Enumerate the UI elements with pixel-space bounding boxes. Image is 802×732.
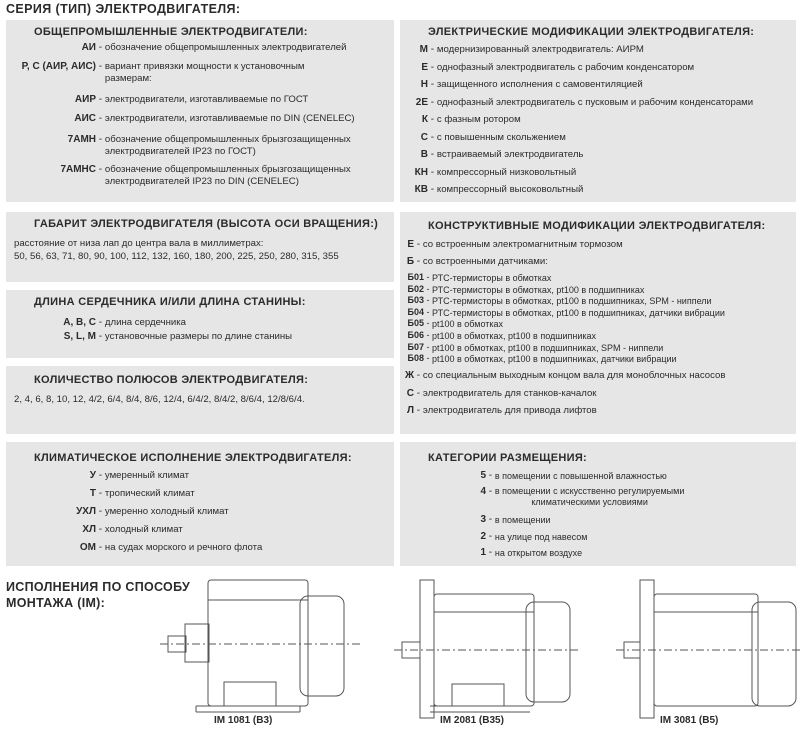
electrical-code: С (420, 131, 428, 143)
mounting-heading-line2: МОНТАЖА (IM): (6, 596, 106, 610)
mounting-heading-line1: ИСПОЛНЕНИЯ ПО СПОСОБУ (6, 580, 191, 594)
general-code: АИР (74, 94, 96, 105)
general-text: вариант привязки мощности к установочным (104, 61, 305, 72)
placement-text: на улице под навесом (494, 532, 588, 542)
poles-values: 2, 4, 6, 8, 10, 12, 4/2, 6/4, 8/4, 8/6, 12/4, 6/4/2, 8/4/2, 8/6/4, 12/8/6/4. (14, 394, 305, 405)
general-heading: ОБЩЕПРОМЫШЛЕННЫЕ ЭЛЕКТРОДВИГАТЕЛИ: (34, 26, 308, 38)
general-text: обозначение общепромышленных брызгозащищенных (104, 134, 351, 145)
electrical-row: КН - компрессорный низковольтный (400, 167, 576, 179)
general-text: электродвигателей IP23 по DIN (CENELEC) (104, 176, 299, 187)
sensor-text: РТС-термисторы в обмотках, pt100 в подшипниках, SPM - ниппели (432, 296, 712, 307)
electrical-text: с повышенным скольжением (436, 131, 566, 143)
electrical-text: встраиваемый электродвигатель (436, 149, 584, 160)
constructive-row: Б - со встроенными датчиками: (400, 256, 548, 268)
length-heading: ДЛИНА СЕРДЕЧНИКА И/ИЛИ ДЛИНА СТАНИНЫ: (34, 296, 306, 308)
sensor-code: Б08 (407, 353, 424, 364)
placement-row-1: 4 - в помещении с искусственно регулируемыми климатическими условиями (400, 486, 684, 508)
placement-code: 5 (480, 470, 486, 481)
climate-heading: КЛИМАТИЧЕСКОЕ ИСПОЛНЕНИЕ ЭЛЕКТРОДВИГАТЕЛЯ: (34, 452, 352, 464)
sensor-row: Б07 - pt100 в обмотках, pt100 в подшипниках, SPM - ниппели (400, 342, 663, 354)
general-row-5: 7АМНС - обозначение общепромышленных брызгозащищенных электродвигателей IP23 по DIN (CENELEC) (6, 164, 351, 188)
constructive-extra-row: Ж - со специальным выходным концом вала для моноблочных насосов (400, 370, 725, 382)
length-code: S, L, M (63, 331, 96, 342)
placement-code: 3 (480, 514, 486, 525)
sensor-row: Б02 - РТС-термисторы в обмотках, pt100 в подшипниках (400, 284, 644, 296)
sensor-code: Б03 (407, 295, 424, 306)
constructive-code: Е (407, 239, 414, 250)
placement-heading: КАТЕГОРИИ РАЗМЕЩЕНИЯ: (428, 452, 587, 464)
sensor-row: Б08 - pt100 в обмотках, pt100 в подшипниках, датчики вибрации (400, 353, 677, 365)
electrical-row: М - модернизированный электродвигатель: АИРМ (400, 44, 644, 56)
electrical-text: защищенного исполнения с самовентиляцией (436, 79, 643, 90)
constructive-heading: КОНСТРУКТИВНЫЕ МОДИФИКАЦИИ ЭЛЕКТРОДВИГАТЕЛЯ: (428, 220, 766, 232)
sensor-code: Б02 (407, 283, 424, 294)
sensor-code: Б01 (407, 272, 424, 282)
electrical-text: компрессорный высоковольтный (436, 184, 584, 195)
general-row-0: АИ - обозначение общепромышленных электродвигателей (6, 42, 347, 54)
placement-text: в помещении (494, 515, 551, 525)
electrical-code: Н (420, 79, 428, 90)
motor-b5-drawing (616, 580, 800, 718)
electrical-row: Н - защищенного исполнения с самовентиляцией (400, 79, 643, 91)
general-row-2: АИР - электродвигатели, изготавливаемые по ГОСТ (6, 94, 308, 106)
climate-text: тропический климат (104, 488, 195, 499)
poles-panel (6, 366, 394, 434)
electrical-code: М (419, 44, 428, 55)
general-code: 7АМН (67, 134, 96, 145)
electrical-code: 2Е (415, 96, 428, 108)
electrical-row: С - с повышенным скольжением (400, 132, 566, 144)
sensor-code: Б06 (407, 330, 424, 340)
constructive-text: со встроенными датчиками: (422, 256, 548, 267)
constructive-extra-row: С - электродвигатель для станков-качалок (400, 388, 597, 400)
constructive-extra-text: электродвигатель для станков-качалок (422, 387, 597, 399)
poles-heading: КОЛИЧЕСТВО ПОЛЮСОВ ЭЛЕКТРОДВИГАТЕЛЯ: (34, 374, 309, 386)
sensor-code: Б04 (407, 306, 424, 317)
size-description: расстояние от низа лап до центра вала в миллиметрах: (14, 238, 264, 249)
constructive-text: со встроенным электромагнитным тормозом (422, 239, 623, 250)
electrical-code: В (420, 149, 428, 160)
motor-b35-drawing (394, 580, 580, 718)
mounting-label-b3: IM 1081 (B3) (214, 715, 273, 726)
electrical-row: В - встраиваемый электродвигатель (400, 149, 583, 161)
general-text: обозначение общепромышленных брызгозащищенных (104, 164, 351, 175)
motor-b3-drawing (160, 580, 360, 712)
electrical-text: модернизированный электродвигатель: АИРМ (436, 44, 644, 55)
electrical-code: К (421, 114, 428, 125)
constructive-extra-code: Л (406, 405, 414, 416)
general-text: обозначение общепромышленных электродвигателей (104, 42, 347, 53)
sensor-code: Б05 (407, 318, 424, 329)
placement-row-4: 1 - на открытом воздухе (400, 547, 582, 559)
electrical-text: с фазным ротором (436, 114, 521, 125)
sensor-row: Б04 - РТС-термисторы в обмотках, pt100 в подшипниках, датчики вибрации (400, 307, 725, 319)
sensor-code: Б07 (407, 341, 424, 352)
climate-code: ХЛ (82, 524, 96, 535)
sensor-text: РТС-термисторы в обмотках (432, 273, 552, 283)
electrical-code: КВ (414, 184, 428, 195)
general-text: электродвигателей IP23 по ГОСТ) (104, 146, 256, 157)
length-code: А, В, С (63, 317, 96, 328)
constructive-panel (400, 212, 796, 434)
electrical-row: КВ - компрессорный высоковольтный (400, 184, 583, 196)
placement-code: 2 (480, 531, 486, 542)
general-code: АИС (74, 113, 96, 124)
constructive-code: Б (406, 256, 414, 267)
mounting-label-b35: IM 2081 (B35) (440, 715, 504, 726)
general-row-4: 7АМН - обозначение общепромышленных брызгозащищенных электродвигателей IP23 по ГОСТ) (6, 134, 351, 158)
climate-code: УХЛ (76, 506, 96, 517)
general-text: электродвигатели, изготавливаемые по ГОСТ (104, 94, 309, 105)
constructive-extra-text: электродвигатель для привода лифтов (422, 405, 597, 416)
placement-text: в помещении с повышенной влажностью (494, 471, 667, 481)
constructive-extra-row: Л - электродвигатель для привода лифтов (400, 405, 597, 417)
constructive-extra-code: С (406, 387, 414, 399)
climate-row: ХЛ - холодный климат (6, 524, 183, 536)
general-text: размерам: (104, 73, 152, 84)
sensor-text: pt100 в обмотках, pt100 в подшипниках (432, 331, 597, 341)
sensor-text: РТС-термисторы в обмотках, pt100 в подшипниках (432, 284, 645, 295)
size-panel (6, 212, 394, 282)
electrical-heading: ЭЛЕКТРИЧЕСКИЕ МОДИФИКАЦИИ ЭЛЕКТРОДВИГАТЕЛЯ: (428, 26, 755, 38)
general-row-3: АИС - электродвигатели, изготавливаемые по DIN (CENELEC) (6, 113, 355, 125)
constructive-extra-text: со специальным выходным концом вала для моноблочных насосов (422, 370, 726, 381)
sensor-row: Б01 - РТС-термисторы в обмотках (400, 272, 551, 284)
placement-text: в помещении с искусственно регулируемыми (494, 486, 685, 496)
electrical-row: Е - однофазный электродвигатель с рабочим конденсатором (400, 62, 694, 74)
general-text: электродвигатели, изготавливаемые по DIN (CENELEC) (104, 113, 355, 124)
general-code: АИ (81, 42, 96, 53)
climate-text: умеренно холодный климат (104, 506, 229, 517)
length-text: длина сердечника (104, 317, 187, 328)
length-panel (6, 290, 394, 358)
sensor-text: pt100 в обмотках, pt100 в подшипниках, SPM - ниппели (432, 342, 664, 353)
sensor-text: pt100 в обмотках, pt100 в подшипниках, датчики вибрации (432, 354, 677, 365)
electrical-text: компрессорный низковольтный (436, 166, 577, 178)
length-row-1: S, L, M - установочные размеры по длине станины (6, 331, 292, 343)
climate-text: на судах морского и речного флота (104, 542, 263, 553)
climate-row: У - умеренный климат (6, 470, 189, 482)
size-values: 50, 56, 63, 71, 80, 90, 100, 112, 132, 160, 180, 200, 225, 250, 280, 315, 355 (14, 251, 339, 262)
electrical-code: КН (414, 166, 428, 178)
general-code: 7АМНС (60, 164, 96, 175)
length-text: установочные размеры по длине станины (104, 331, 293, 342)
sensor-row: Б06 - pt100 в обмотках, pt100 в подшипниках (400, 330, 596, 342)
electrical-text: однофазный электродвигатель с пусковым и рабочим конденсаторами (436, 96, 754, 108)
general-panel (6, 20, 394, 202)
climate-panel (6, 442, 394, 566)
sensor-row: Б03 - РТС-термисторы в обмотках, pt100 в подшипниках, SPM - ниппели (400, 295, 712, 307)
mounting-label-b5: IM 3081 (B5) (660, 715, 719, 726)
general-code: Р, С (АИР, АИС) (21, 61, 96, 72)
length-row-0: А, В, С - длина сердечника (6, 317, 186, 329)
general-row-1: Р, С (АИР, АИС) - вариант привязки мощности к установочным размерам: (6, 61, 304, 85)
placement-text: климатическими условиями (531, 497, 648, 507)
sensor-text: pt100 в обмотках (432, 319, 504, 330)
climate-code: У (89, 470, 96, 481)
electrical-row: 2Е - однофазный электродвигатель с пусковым и рабочим конденсаторами (400, 97, 753, 109)
size-heading: ГАБАРИТ ЭЛЕКТРОДВИГАТЕЛЯ (ВЫСОТА ОСИ ВРАЩЕНИЯ:) (34, 218, 379, 230)
placement-text: на открытом воздухе (494, 548, 583, 558)
climate-row: УХЛ - умеренно холодный климат (6, 506, 229, 518)
mounting-drawings (0, 572, 802, 732)
page-title: СЕРИЯ (ТИП) ЭЛЕКТРОДВИГАТЕЛЯ: (6, 2, 241, 16)
climate-text: холодный климат (104, 524, 183, 535)
constructive-extra-code: Ж (404, 370, 414, 381)
placement-row-0: 5 - в помещении с повышенной влажностью (400, 470, 667, 482)
electrical-code: Е (421, 61, 428, 73)
climate-row: ОМ - на судах морского и речного флота (6, 542, 262, 554)
placement-panel (400, 442, 796, 566)
climate-code: ОМ (79, 542, 96, 553)
placement-row-3: 2 - на улице под навесом (400, 531, 587, 543)
placement-code: 1 (480, 547, 486, 558)
placement-row-2: 3 - в помещении (400, 514, 551, 526)
constructive-row: Е - со встроенным электромагнитным тормозом (400, 239, 623, 251)
sensor-text: РТС-термисторы в обмотках, pt100 в подшипниках, датчики вибрации (432, 307, 725, 318)
electrical-text: однофазный электродвигатель с рабочим конденсатором (436, 61, 695, 73)
placement-code: 4 (480, 486, 486, 497)
sensor-row: Б05 - pt100 в обмотках (400, 318, 503, 330)
electrical-panel (400, 20, 796, 202)
climate-text: умеренный климат (104, 470, 190, 481)
climate-row: Т - тропический климат (6, 488, 195, 500)
climate-code: Т (89, 488, 96, 499)
electrical-row: К - с фазным ротором (400, 114, 521, 126)
